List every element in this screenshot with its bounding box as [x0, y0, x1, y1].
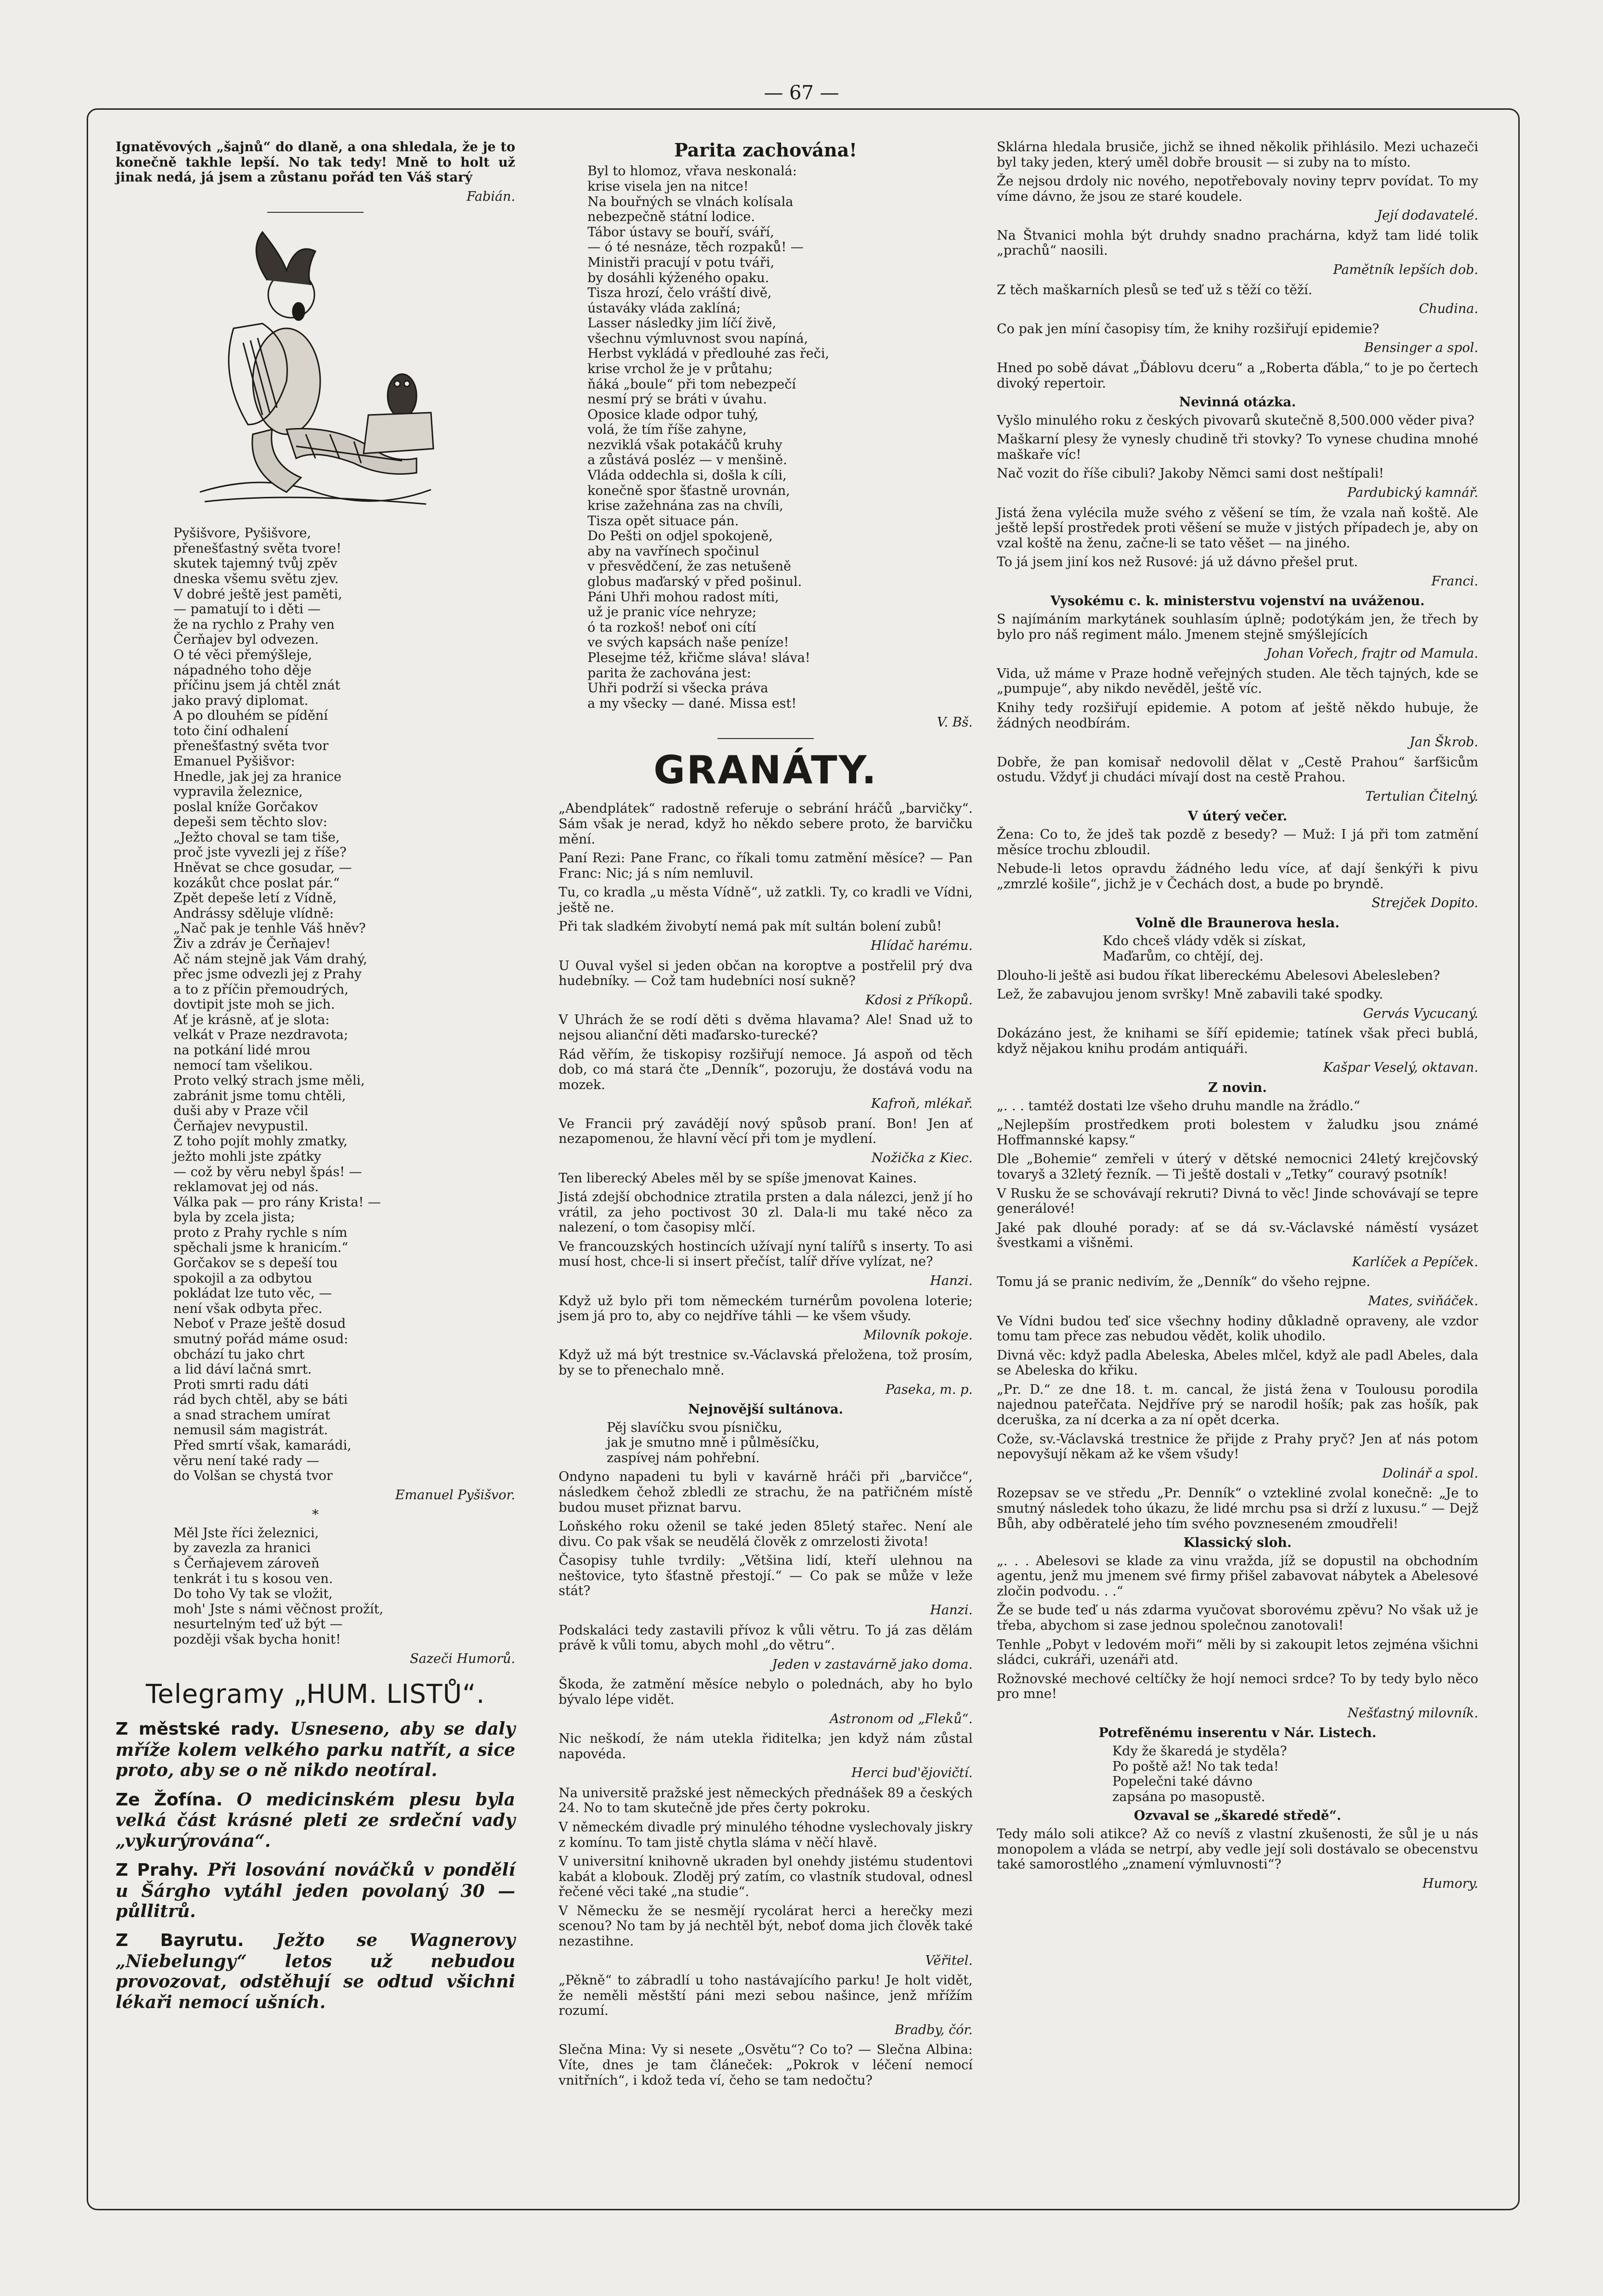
item-paragraph: Co pak jen míní časopisy tím, že knihy rozšiřují epidemie?: [997, 321, 1380, 337]
poem-line: by zavezla za hranici: [173, 1541, 311, 1556]
item-signature: Johan Vořech, frajtr od Mamula.: [1266, 646, 1478, 662]
poem-line: a lid dáví lačná smrt.: [173, 1362, 312, 1377]
poem-line: ňáká „boule“ při tom nebezpečí: [587, 376, 796, 392]
poem-line: O té věci přemýšleje,: [173, 647, 313, 662]
item-paragraph: Paní Rezi: Pane Franc, co říkali tomu zatmění měsíce? — Pan Franc: Nic; já s ním nemluvil.: [559, 851, 973, 881]
item-paragraph: Dle „Bohemie“ zemřeli v úterý v dětské nemocnici 24letý krejčovský tovaryš a 32letý řezník. — Ti ještě dostali v „Tetky“ couravý psotník!: [997, 1152, 1478, 1182]
intro-paragraph: Ignatěvových „šajnů“ do dlaně, a ona shledala, že je to konečně takhle lepší. No tak tedy! Mně to holt už jinak nedá, já jsem a zůstanu pořád ten Váš starý: [116, 140, 515, 185]
poem-line: nebezpečně státní lodice.: [587, 209, 755, 225]
poem-line: nápadného toho děje: [173, 662, 312, 678]
item-paragraph: Sklárna hledala brusiče, jichž se ihned několik přihlásilo. Mezi uchazeči byl taky jeden, který uměl dobře brousit — si zuby na to místo.: [997, 140, 1478, 170]
illustration-lyre-player: [190, 222, 441, 511]
poem-line: přenešťastný světa tvor: [173, 739, 329, 754]
poem-line: Ministři pracují v potu tváři,: [587, 255, 775, 270]
item-paragraph: S najímáním markytánek souhlasím úplně; podotýkám jen, že třech by bylo pro náš regiment málo. Jmenem stejně smýšlejících: [997, 612, 1478, 642]
poem-line: Válka pak — pro rány Krista! —: [173, 1194, 381, 1210]
item-paragraph: Ondyno napadeni tu byli v kavárně hráči při „barvičce“, následkem čehož zbledli ze strachu, že na patřičném místě budou muset přiznat barvu.: [559, 1469, 973, 1515]
poem-line: tenkrát i tu s kosou ven.: [173, 1571, 333, 1586]
poem-line: Plesejme též, křičme sláva! sláva!: [587, 650, 810, 665]
granaty-items: [559, 801, 973, 1397]
poem-line: Lasser následky jim líčí živě,: [587, 316, 777, 331]
item-signature: Kašpar Veselý, oktavan.: [1323, 1060, 1478, 1076]
poem-line: Kdo chceš vlády vděk si získat,: [1103, 934, 1306, 949]
poem-line: by dosáhli kýženého opaku.: [587, 270, 769, 285]
poem-line: přenešťastný světa tvore!: [173, 541, 341, 556]
poem-pysisvor: [116, 526, 515, 1483]
poem-line: moh' Jste s námi věčnost prožít,: [173, 1601, 384, 1617]
item-signature: Karlíček a Pepíček.: [1352, 1254, 1478, 1270]
intro-signature: Fabián.: [467, 189, 515, 204]
poem-line: Proto velký strach jsme měli,: [173, 1073, 365, 1089]
poem-brauner: [997, 934, 1478, 964]
poem-parita: [559, 164, 973, 711]
poem-line: nesurtelným teď už být —: [173, 1617, 343, 1632]
poem-line: Tisza opět situace pán.: [587, 513, 739, 529]
poem-line: Proti smrti radu dáti: [173, 1377, 309, 1392]
poem-line: ó ta rozkoš! neboť oni cítí: [587, 620, 756, 635]
telegram-item: [116, 1930, 515, 2012]
poem-line: — pamatují to i děti —: [173, 602, 321, 617]
items-block: [997, 968, 1478, 1076]
item-paragraph: Na Štvanici mohla být druhdy snadno prachárna, když tam lidé tolik „prachů“ naosili.: [997, 228, 1478, 259]
subheading: Klassický sloh.: [1183, 1535, 1292, 1551]
poem-line: dneska všemu světu zjev.: [173, 571, 339, 587]
telegram-head: Z Prahy.: [116, 1860, 199, 1881]
poem-line: jak je smutno mně i půlměsíčku,: [607, 1435, 820, 1451]
poem-line: V dobré ještě jest paměti,: [173, 586, 342, 602]
poem-reply: [116, 1526, 515, 1647]
item-signature: Humory.: [1422, 1876, 1478, 1891]
poem-line: Tisza hrozí, čelo vráští divě,: [587, 285, 772, 301]
item-signature: Hanzi.: [930, 1273, 973, 1289]
item-signature: Dolinář a spol.: [1382, 1466, 1478, 1481]
poem-line: Hnedle, jak jej za hranice: [173, 769, 342, 784]
poem-line: Popelečni také dávno: [1112, 1774, 1253, 1790]
item-signature: Tertulian Čitelný.: [1365, 789, 1478, 804]
poem-line: zabránit jsme tomu chtěli,: [173, 1088, 346, 1103]
item-signature: Kdosi z Příkopů.: [865, 992, 973, 1008]
item-paragraph: Jistá žena vylécila muže svého z věšení se tím, že vzala naň koště. Ale ještě lepší prostředek proti věšení se muže v jistých případech je, aby on vzal koště na ženu, začne-li se tato věšet — na jiného.: [997, 505, 1478, 551]
poem-line: přec jsme odvezli jej z Prahy: [173, 967, 362, 982]
item-paragraph: Cože, sv.-Václavská trestnice že přijde z Prahy pryč? Jen ať nás potom nepovyšují někam až ke všem všudy!: [997, 1431, 1478, 1462]
divider: [717, 738, 814, 739]
item-paragraph: „. . . Abelesovi se klade za vinu vražda, jíž se dopustil na obchodním agentu, jenž mu jmenem své firmy přišel zabavovat nábytek a Abelesové zločin podvodu. . .“: [997, 1553, 1478, 1599]
poem-line: byla by zcela jista;: [173, 1210, 295, 1225]
poem-line: jako pravý diplomat.: [173, 693, 309, 708]
item-paragraph: Rozepsav se ve středu „Pr. Denník“ o vztekliné zvolal konečně: „Je to smutný následek toho úkazu, že lidé mrchu psa si drží z luxusu.“ — Dejž Bůh, aby odběratelé jeho tím svého povzneseném zmoudřeli!: [997, 1486, 1478, 1531]
telegram-item: [116, 1860, 515, 1921]
item-paragraph: Ve francouzských hostincích užívají nyní talířů s inserty. To asi musí host, chce-li si insert přečíst, talíř dříve vylízat, ne?: [559, 1239, 973, 1270]
poem-line: a to z příčin přemoudrých,: [173, 982, 349, 997]
items-block: [997, 827, 1478, 911]
item-paragraph: Při tak sladkém živobytí nemá pak mít sultán bolení zubů!: [559, 919, 942, 934]
poem-line: skutek tajemný tvůj zpěv: [173, 556, 338, 571]
star-separator: *: [312, 1507, 319, 1523]
poem-line: ve svých kapsách naše peníze!: [587, 635, 789, 650]
poem-line: a snad strachem umírat: [173, 1407, 330, 1423]
poem-line: Po poště až! No tak teda!: [1112, 1759, 1279, 1774]
poem-line: krise vrchol že je v průtahu;: [587, 361, 773, 376]
items-block: [997, 1099, 1478, 1531]
item-paragraph: Tedy málo soli atikce? Až co nevíš z vlastní zkušenosti, že sůl je u nás monopolem a vláda se netrpí, aby vedle její soli dostávalo se obecenstvu také samorostlého „znamení výmluvnosti“?: [997, 1826, 1478, 1872]
item-paragraph: Vida, už máme v Praze hodně veřejných studen. Ale těch tajných, kde se „pumpuje“, aby nikdo nevěděl, ještě víc.: [997, 666, 1478, 697]
telegram-item: [116, 1719, 515, 1780]
poem-line: toto činí odhalení: [173, 723, 288, 739]
subheading: Ozvaval se „škaredé středě“.: [1134, 1808, 1342, 1824]
poem-reply-signature: Sazeči Humorů.: [410, 1651, 515, 1666]
poem-line: nesmí prý se bráti v úvahu.: [587, 392, 767, 407]
poem-sultan: [559, 1420, 973, 1466]
poem-line: Vláda oddechla si, došla k cíli,: [587, 468, 787, 483]
item-paragraph: Ve Vídni budou teď sice všechny hodiny důkladně opraveny, ale vzdor tomu tam přece zas nebudou vědět, kolik uhodilo.: [997, 1313, 1478, 1344]
poem-line: později však bycha honit!: [173, 1632, 341, 1647]
item-signature: Franci.: [1431, 573, 1478, 589]
poem-line: poslal kníže Gorčakov: [173, 799, 318, 815]
poem-signature: Emanuel Pyšišvor.: [395, 1487, 515, 1503]
subheading: Potrefěnému inserentu v Nár. Listech.: [1098, 1725, 1377, 1741]
item-paragraph: To já jsem jiní kos než Rusové: já už dávno přešel prut.: [997, 555, 1358, 570]
item-signature: Nešťastný milovník.: [1347, 1705, 1478, 1721]
poem-line: ježto mohli jste zpátky: [173, 1149, 322, 1165]
poem-line: — což by věru nebyl špás! —: [173, 1164, 362, 1180]
item-paragraph: Rád věřím, že tiskopisy rozšiřují nemoce. Já aspoň od těch dob, co má stará čte „Denník“, pozoruju, že dostává vodu na mozek.: [559, 1047, 973, 1092]
item-signature: Věřitel.: [925, 1953, 973, 1968]
poem-line: zaspívej nám pohřební.: [607, 1450, 760, 1466]
item-paragraph: U Ouval vyšel si jeden občan na koroptve a postřelil prý dva hudebníky. — Což tam hudebníci nosí sukně?: [559, 958, 973, 989]
poem-line: a zůstává posléz — v menšině.: [587, 453, 787, 468]
item-paragraph: Nač vozit do říše cibuli? Jakoby Němci sami dost neštípali!: [997, 466, 1384, 481]
poem-line: Pyšišvore, Pyšišvore,: [173, 526, 312, 541]
poem-line: Emanuel Pyšišvor:: [173, 753, 295, 769]
item-paragraph: Tenhle „Pobyt v ledovém moři“ měli by si zakoupit letos zejména všichni sládci, cukráři, uzenáři atd.: [997, 1637, 1478, 1668]
poem-line: Uhři podrží si všecka práva: [587, 681, 769, 696]
items-block: [997, 612, 1478, 804]
telegram-head: Z Bayrutu.: [116, 1931, 244, 1951]
subheading: Nevinná otázka.: [1179, 395, 1296, 410]
items-block: [997, 413, 1478, 589]
telegram-head: Ze Žofína.: [116, 1790, 223, 1810]
poem-line: „Nač pak je tenhle Váš hněv?: [173, 921, 366, 936]
subheading: Nejnovější sultánova.: [688, 1402, 844, 1417]
poem-line: Kdy že škaredá je styděla?: [1112, 1744, 1287, 1759]
items-block: [997, 140, 1478, 391]
poem-line: vypravila železnice,: [173, 784, 303, 800]
poem-line: Oposice klade odpor tuhý,: [587, 407, 759, 422]
item-paragraph: Tomu já se pranic nedivím, že „Denník“ do všeho rejpne.: [997, 1274, 1370, 1290]
telegrams-title: Telegramy „HUM. LISTŮ“.: [145, 1679, 485, 1710]
poem-line: rád bych chtěl, aby se báti: [173, 1392, 348, 1408]
subheading: Z novin.: [1208, 1080, 1267, 1096]
item-signature: Bradby, čór.: [894, 2022, 973, 2037]
item-paragraph: Časopisy tuhle tvrdily: „Většina lidí, kteří ulehnou na neštovice, tyto šťastně přestojí.“ — Co pak se může v leže stát?: [559, 1553, 973, 1599]
item-paragraph: Na universitě pražské jest německých přednášek 89 a českých 24. No to tam skutečně jde přes čerty pokroku.: [559, 1785, 973, 1816]
item-paragraph: Rožnovské mechové celtíčky že hojí nemoci srdce? To by tedy bylo něco pro mne!: [997, 1671, 1478, 1702]
item-paragraph: Že se bude teď u nás zdarma vyučovat sborovému zpěvu? No však už je třeba, abychom si zase jednou společnou zanotovali!: [997, 1603, 1478, 1633]
page-number: — 67 —: [764, 82, 839, 104]
poem-line: příčinu jsem já chtěl znát: [173, 678, 340, 693]
item-signature: Pamětník lepších dob.: [1333, 262, 1478, 278]
poem-line: dovtipit jste moh se jich.: [173, 997, 335, 1012]
item-paragraph: Nic neškodí, že nám utekla řiditelka; jen když nám zůstal napovéda.: [559, 1731, 973, 1762]
item-signature: Kafroň, mlékař.: [871, 1096, 973, 1112]
poem-line: krise zažehnána zas na chvíli,: [587, 498, 783, 514]
item-paragraph: V Rusku že se schovávají rekruti? Divná to věc! Jinde schovávají se tepre generálové!: [997, 1186, 1478, 1217]
poem-line: proč jste vyvezli jej z říše?: [173, 845, 347, 860]
poem-line: volá, že tím říše zahyne,: [587, 422, 747, 438]
poem-line: Pěj slavíčku svou písničku,: [607, 1420, 782, 1435]
subheading: Vysokému c. k. ministerstvu vojenství na uváženou.: [1050, 594, 1425, 609]
item-paragraph: Divná věc: když padla Abeleska, Abeles mlčel, když ale padl Abeles, dala se Abeleska do křiku.: [997, 1348, 1478, 1378]
item-paragraph: Podskaláci tedy zastavili přívoz k vůli větru. To já zas dělám právě k vůli tomu, abych mohl „do větru“.: [559, 1622, 973, 1653]
item-signature: Jan Škrob.: [1409, 735, 1478, 750]
poem-line: do Volšan se chystá tvor: [173, 1468, 333, 1484]
item-signature: Herci bud'ějovičtí.: [851, 1765, 973, 1781]
item-paragraph: „Pr. D.“ ze dne 18. t. m. cancal, že jistá žena v Toulousu porodila najednou pateřčata. Nejdříve prý se narodil hošík; pak zas hošík, pak dceruška, za ní dcerka a za ní opět dcerka.: [997, 1382, 1478, 1428]
poem-line: nemocí tam všelikou.: [173, 1058, 313, 1073]
item-paragraph: Škoda, že zatmění měsíce nebylo o polednách, aby ho bylo bývalo lépe vidět.: [559, 1677, 973, 1707]
poem-line: že na rychlo z Prahy ven: [173, 617, 335, 632]
item-paragraph: „. . . tamtéž dostati lze všeho druhu mandle na žrádlo.“: [997, 1098, 1360, 1114]
item-paragraph: Dlouho-li ještě asi budou říkat libereckému Abelesovi Abelesleben?: [997, 968, 1440, 983]
section-title-granaty: GRANÁTY.: [653, 747, 878, 792]
items-block: [997, 1554, 1478, 1721]
item-paragraph: Lež, že zabavujou jenom svršky! Mně zabavili také spodky.: [997, 987, 1383, 1002]
item-signature: Pardubický kamnář.: [1347, 485, 1478, 500]
item-signature: Jeden v zastavárně jako doma.: [772, 1657, 973, 1672]
poem-line: Čerňajev byl odvezen.: [173, 632, 319, 648]
telegram-text: Usneseno, aby se daly mříže kolem velkého parku natřít, a sice proto, aby se o ně nikdo neotíral.: [116, 1719, 515, 1781]
poem-line: ústaváky vláda zaklíná;: [587, 300, 741, 316]
poem-line: Herbst vykládá v předlouhé zas řeči,: [587, 346, 830, 362]
item-signature: Gervás Vycucaný.: [1363, 1006, 1478, 1021]
poem-line: — ó té nesnáze, těch rozpaků! —: [587, 240, 804, 255]
item-paragraph: Slečna Mina: Vy si nesete „Osvětu“? Co to? — Slečna Albina: Víte, dnes je tam článeček: „Pokrok v léčení nemocí vnitřních“, i kdož teda ví, čeho se tam nedočtu?: [559, 2042, 973, 2088]
item-paragraph: V německém divadle prý minulého téhodne vyslechovaly jiskry z komínu. To tam jistě chytla sláma v něčí hlavě.: [559, 1819, 973, 1850]
poem-line: Před smrtí však, kamarádi,: [173, 1438, 352, 1453]
poem-line: v přesvědčení, že zas netušeně: [587, 559, 792, 574]
poem-line: obchází tu jako chrt: [173, 1347, 305, 1362]
item-paragraph: V universitní knihovně ukraden byl onehdy jistému studentovi kabát a klobouk. Zloděj prý zatím, co vlastník studoval, odnesl řečené věci také „na studie“.: [559, 1854, 973, 1900]
poem-line: velkát v Praze nezdravota;: [173, 1027, 348, 1043]
poem-line: duši aby v Praze včil: [173, 1103, 309, 1119]
item-signature: Hlídač harému.: [871, 938, 973, 954]
item-paragraph: „Abendplátek“ radostně referuje o sebrání hráčů „barvičky“. Sám však je nerad, když ho někdo sebere proto, že barvičku mění.: [559, 801, 973, 847]
poem-line: parita že zachována jest:: [587, 665, 751, 681]
item-signature: Astronom od „Fleků“.: [830, 1711, 973, 1726]
item-paragraph: Maškarní plesy že vynesly chudině tři stovky? To vynese chudina mnohé maškaře víc!: [997, 432, 1478, 462]
poem-line: kozákůt chce poslat pár.“: [173, 875, 340, 891]
poem-line: Měl Jste říci železnici,: [173, 1525, 319, 1541]
poem-title: Parita zachována!: [674, 139, 857, 161]
poem-line: s Čerňajevem zároveň: [173, 1556, 320, 1571]
poem-line: Do toho Vy tak se vložit,: [173, 1586, 333, 1602]
item-paragraph: Ten liberecký Abeles měl by se spíše jmenovat Kaines.: [559, 1170, 917, 1186]
item-paragraph: V Německu že se nesmějí rycolárat herci a herečky mezi scenou? No tam by já nechtěl být, neboť doma jich člověk také nezastihne.: [559, 1903, 973, 1949]
poem-line: reklamovat jej od nás.: [173, 1180, 319, 1195]
telegram-text: O medicinském plesu byla velká část krásné pleti ze srdeční vady „vykurýrována“.: [116, 1789, 515, 1851]
poem-line: Ať je krásně, ať je slota:: [173, 1012, 330, 1027]
item-signature: Mates, sviňáček.: [1368, 1294, 1478, 1309]
item-signature: Její dodavatelé.: [1377, 208, 1478, 223]
poem-line: věru není také rady —: [173, 1453, 320, 1468]
telegram-text: Ježto se Wagnerovy „Niebelungy“ letos už nebudou provozovat, odstěhují se odtud všichni lékaři nemocí ušních.: [116, 1930, 515, 2012]
poem-line: aby na vavřínech spočinul: [587, 544, 759, 559]
poem-line: Ač nám stejně jak Vám drahý,: [173, 951, 367, 967]
telegram-item: [116, 1790, 515, 1851]
item-paragraph: Dobře, že pan komisař nedovolil dělat v „Cestě Prahou“ šarfšicům ostudu. Vždyť ji chudáci mívají dost na cestě Prahou.: [997, 754, 1478, 785]
item-paragraph: Dokázáno jest, že knihami se šíří epidemie; tatínek však přeci bublá, když nějakou knihu prodám antiquáři.: [997, 1026, 1478, 1056]
poem-line: Z toho pojít mohly zmatky,: [173, 1134, 348, 1149]
poem-inserent: [997, 1744, 1478, 1804]
poem-line: Byl to hlomoz, vřava neskonalá:: [587, 164, 797, 179]
poem-line: nemusil sám magistrát.: [173, 1423, 328, 1438]
poem-line: Gorčakov se s depeší tou: [173, 1256, 338, 1271]
item-signature: Bensinger a spol.: [1364, 340, 1478, 356]
poem-line: Čerňajev nevypustil.: [173, 1118, 309, 1134]
item-paragraph: Hned po sobě dávat „Ďáblovu dceru“ a „Roberta ďábla,“ to je po čertech divoký repertoir.: [997, 360, 1478, 391]
poem-line: na potkání lidé mrou: [173, 1042, 311, 1058]
poem-signature: V. Bš.: [937, 715, 973, 730]
poem-line: Hněvat se chce gosudar, —: [173, 860, 352, 876]
poem-line: už je pranic více nehryze;: [587, 605, 756, 620]
telegram-text: Při losování nováčků v pondělí u Šárgho vytáhl jeden povolaný 30 — půllitrů.: [116, 1860, 515, 1922]
item-paragraph: Jaké pak dlouhé porady: ať se dá sv.-Václavské náměstí vysázet švestkami a višněmi.: [997, 1220, 1478, 1251]
granaty-items-2: [559, 1469, 973, 2088]
item-paragraph: Jistá zdejší obchodnice ztratila prsten a dala nálezci, jenž jí ho vrátil, za jeho poctivost 30 zl. Dala-li mu také něco za nalezení, o tom časopisy mlčí.: [559, 1190, 973, 1235]
poem-line: Neboť v Praze ještě dosud: [173, 1316, 346, 1332]
item-signature: Paseka, m. p.: [885, 1382, 973, 1397]
poem-line: „Ježto choval se tam tiše,: [173, 830, 340, 845]
item-signature: Strejček Dopito.: [1371, 895, 1478, 911]
column-middle: [559, 140, 973, 2092]
item-paragraph: „Nejlepším prostředkem proti bolestem v žaludku jsou známé Hoffmannské kapsy.“: [997, 1117, 1478, 1148]
poem-line: globus maďarský v před pošinul.: [587, 574, 802, 590]
poem-line: Páni Uhři mohou radost míti,: [587, 589, 779, 605]
poem-line: Zpět depeše letí z Vídně,: [173, 891, 337, 906]
poem-line: Tábor ústavy se bouří, sváří,: [587, 224, 774, 240]
poem-line: krise visela jen na nitce!: [587, 179, 749, 195]
poem-line: depeši sem těchto slov:: [173, 815, 327, 830]
poem-line: konečně spor šťastně urovnán,: [587, 483, 790, 498]
item-paragraph: Loňského roku oženil se také jeden 85letý stařec. Není ale divu. Co pak však se neudělá člověk z omrzelosti života!: [559, 1519, 973, 1549]
poem-line: všechnu výmluvnost svou napíná,: [587, 331, 808, 346]
poem-line: proto z Prahy rychle s ním: [173, 1225, 348, 1240]
item-paragraph: V Uhrách že se rodí děti s dvěma hlavama? Ale! Snad už to nejsou alianční děti maďarsko-turecké?: [559, 1012, 973, 1043]
item-paragraph: Knihy tedy rozšiřují epidemie. A potom ať ještě někdo hubuje, že žádných neodbírám.: [997, 700, 1478, 731]
poem-line: spokojil a za odbytou: [173, 1271, 313, 1286]
items-block: [997, 1827, 1478, 1891]
subheading: V úterý večer.: [1187, 809, 1288, 824]
item-paragraph: Že nejsou drdoly nic nového, nepotřebovaly noviny teprv povídat. To my víme dávno, že jsou ze staré koudele.: [997, 174, 1478, 204]
poem-line: Maďarům, co chtějí, dej.: [1103, 949, 1264, 964]
item-paragraph: Z těch maškarních plesů se teď už s těží co těží.: [997, 282, 1313, 298]
item-paragraph: Tu, co kradla „u města Vídně“, už zatkli. Ty, co kradli ve Vídni, ještě ne.: [559, 885, 973, 915]
poem-line: Živ a zdráv je Čerňajev!: [173, 936, 331, 951]
poem-line: Na bouřných se vlnách kolísala: [587, 194, 794, 209]
poem-line: A po dlouhém se pídění: [173, 708, 328, 724]
poem-line: není však odbyta přec.: [173, 1301, 323, 1316]
item-signature: Milovník pokoje.: [863, 1327, 973, 1343]
item-paragraph: Nebude-li letos opravdu žádného ledu více, ať dají šenkýři k pivu „zmrzlé košile“, jichž je v Čechách dost, a bude po bryndě.: [997, 861, 1478, 892]
item-paragraph: Ve Francii prý zavádějí nový spůsob praní. Bon! Jen ať nezapomenou, že hlavní věcí při tom je mydlení.: [559, 1116, 973, 1147]
divider: [267, 212, 364, 213]
poem-line: pokládat lze tuto věc, —: [173, 1286, 332, 1301]
poem-line: Andrássy sděluje vlídně:: [173, 906, 334, 921]
item-paragraph: Když už bylo při tom německém turnérům povolena loterie; jsem já pro to, aby co nejdříve táhli — ke všem všudy.: [559, 1293, 973, 1324]
poem-line: spěchali jsme k hranicím.“: [173, 1240, 349, 1256]
poem-line: smutný pořád máme osud:: [173, 1331, 349, 1347]
item-paragraph: Když už má být trestnice sv.-Václavská přeložena, tož prosím, by se to přenechalo mně.: [559, 1348, 973, 1378]
item-paragraph: „Pěkně“ to zábradlí u toho nastávajícího parku! Je holt vidět, že neměli městští páni mezi sebou našince, jenž mřížím rozumí.: [559, 1973, 973, 2019]
column-left: [116, 140, 515, 2021]
poem-line: zapsána po masopustě.: [1112, 1789, 1265, 1804]
poem-line: a my všecky — dané. Missa est!: [587, 696, 797, 711]
item-signature: Nožička z Kiec.: [871, 1151, 973, 1166]
column-right: [997, 140, 1478, 1896]
item-signature: Hanzi.: [930, 1603, 973, 1618]
poem-line: Do Pešti on odjel spokojeně,: [587, 529, 773, 544]
item-signature: Chudina.: [1419, 301, 1478, 317]
poem-line: nezviklá však potakáčů kruhy: [587, 437, 782, 453]
subheading: Volně dle Braunerova hesla.: [1135, 915, 1340, 931]
item-paragraph: Žena: Co to, že jdeš tak pozdě z besedy? — Muž: I já při tom zatmění měsíce trochu zbloudil.: [997, 827, 1478, 857]
telegram-head: Z městské rady.: [116, 1719, 280, 1739]
item-paragraph: Vyšlo minulého roku z českých pivovarů skutečně 8,500.000 věder piva?: [997, 413, 1474, 428]
